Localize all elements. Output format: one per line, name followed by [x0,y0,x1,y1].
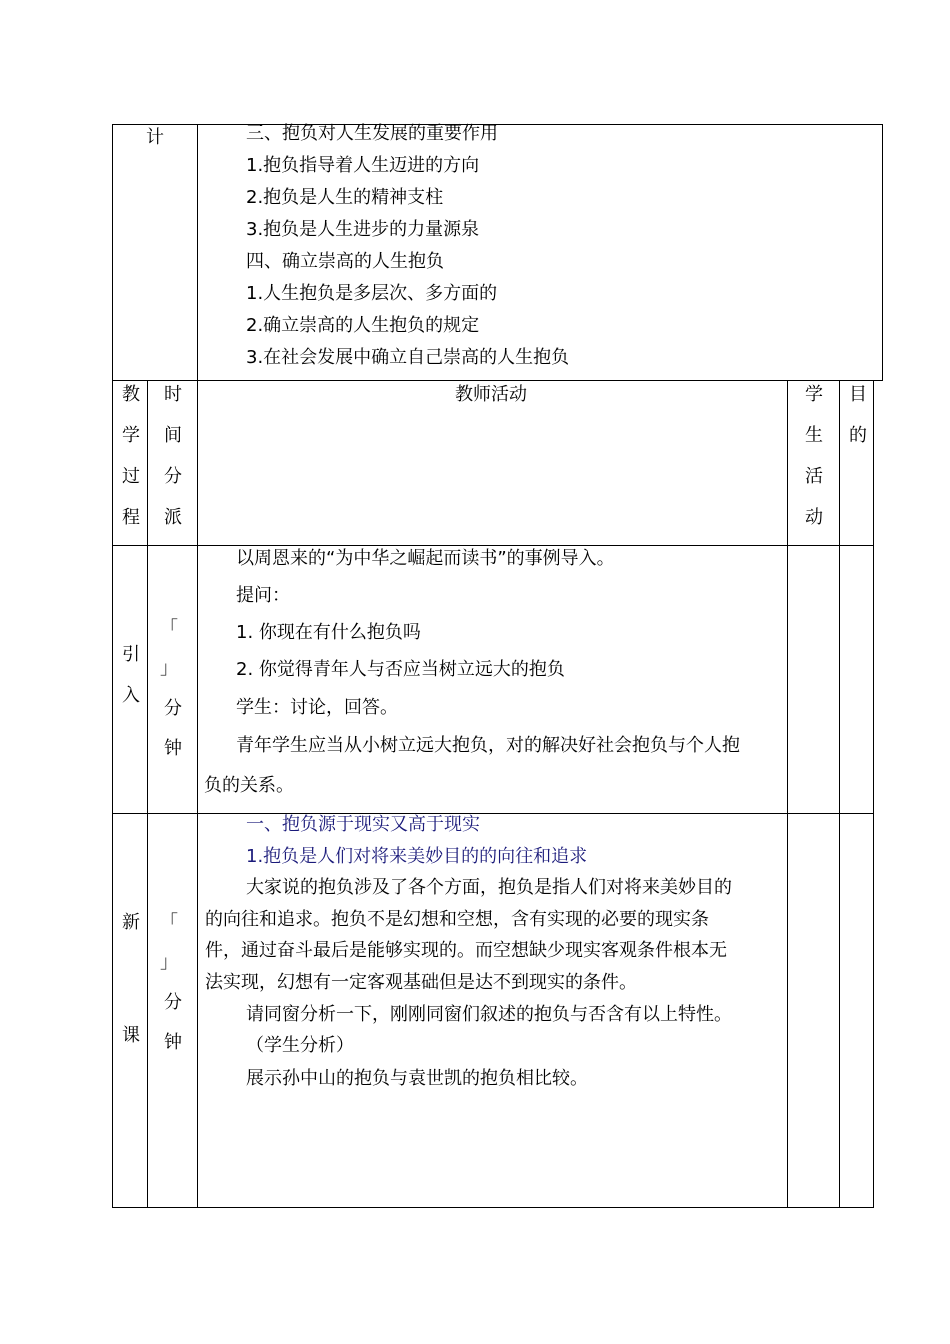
top-right-border [882,124,883,381]
intro-col2-char: 钟 [164,738,182,759]
header-col4-char: 学 [805,384,823,405]
intro-col2-char: 」 [160,658,178,679]
header-col4-char: 生 [805,425,823,446]
intro-col1-char: 引 [122,644,140,665]
newlesson-heading-1: 一、抱负源于现实又高于现实 [246,814,480,835]
intro-line-6: 青年学生应当从小树立远大抱负，对的解决好社会抱负与个人抱 [236,735,740,756]
top-line-2: 1.抱负指导着人生迈进的方向 [246,155,480,176]
header-col4-char: 活 [805,466,823,487]
top-left-char: 计 [146,127,164,148]
header-col1-char: 过 [122,466,140,487]
header-col2-char: 时 [164,384,182,405]
newlesson-col1-char: 新 [122,912,140,933]
header-col5-char: 的 [849,425,867,446]
intro-line-1: 以周恩来的“为中华之崛起而读书”的事例导入。 [236,548,615,569]
newlesson-line-5: 请同窗分析一下，刚刚同窗们叙述的抱负与否含有以上特性。 [246,1004,732,1025]
header-col1-char: 程 [122,507,140,528]
top-line-8: 3.在社会发展中确立自己崇高的人生抱负 [246,347,570,368]
top-left-border [112,124,113,1208]
top-line-7: 2.确立崇高的人生抱负的规定 [246,315,480,336]
header-col4-char: 动 [805,507,823,528]
intro-bottom-border [112,813,874,814]
newlesson-col2-char: 钟 [164,1032,182,1053]
top-line-3: 2.抱负是人生的精神支柱 [246,187,444,208]
newlesson-line-3: 件，通过奋斗最后是能够实现的。而空想缺少现实客观条件根本无 [205,940,727,961]
intro-col1-char: 入 [122,685,140,706]
col1-divider [147,380,148,1208]
newlesson-col2-char: 「 [160,912,178,933]
newlesson-col2-char: 」 [160,952,178,973]
header-bottom-border [112,545,874,546]
intro-line-4: 2. 你觉得青年人与否应当树立远大的抱负 [236,659,565,680]
intro-line-7: 负的关系。 [204,775,294,796]
table-bottom-border [112,1207,874,1208]
header-col1-char: 教 [122,384,140,405]
intro-line-5: 学生：讨论，回答。 [236,697,398,718]
intro-line-2: 提问： [236,585,290,606]
newlesson-line-4: 法实现，幻想有一定客观基础但是达不到现实的条件。 [205,972,637,993]
newlesson-line-1: 大家说的抱负涉及了各个方面，抱负是指人们对将来美妙目的 [246,877,732,898]
newlesson-line-6: （学生分析） [246,1035,354,1056]
header-col1-char: 学 [122,425,140,446]
top-line-1: 三、抱负对人生发展的重要作用 [246,123,498,144]
header-top-border [112,380,883,381]
newlesson-col2-char: 分 [164,992,182,1013]
newlesson-line-7: 展示孙中山的抱负与袁世凯的抱负相比较。 [246,1068,588,1089]
top-line-6: 1.人生抱负是多层次、多方面的 [246,283,498,304]
header-col2-char: 派 [164,507,182,528]
top-line-4: 3.抱负是人生进步的力量源泉 [246,219,480,240]
newlesson-line-2: 的向往和追求。抱负不是幻想和空想，含有实现的必要的现实条 [205,909,709,930]
intro-col2-char: 分 [164,698,182,719]
header-col2-char: 间 [164,425,182,446]
intro-line-3: 1. 你现在有什么抱负吗 [236,622,421,643]
right-border [873,380,874,1208]
header-teacher-activity: 教师活动 [455,384,527,405]
top-line-5: 四、确立崇高的人生抱负 [246,251,444,272]
header-col2-char: 分 [164,466,182,487]
col4-divider [839,380,840,1208]
newlesson-col1-char: 课 [122,1025,140,1046]
header-col5-char: 目 [849,384,867,405]
col3-divider [787,380,788,1208]
newlesson-heading-2: 1.抱负是人们对将来美妙目的的向往和追求 [246,846,588,867]
top-divider [197,124,198,1208]
intro-col2-char: 「 [160,618,178,639]
